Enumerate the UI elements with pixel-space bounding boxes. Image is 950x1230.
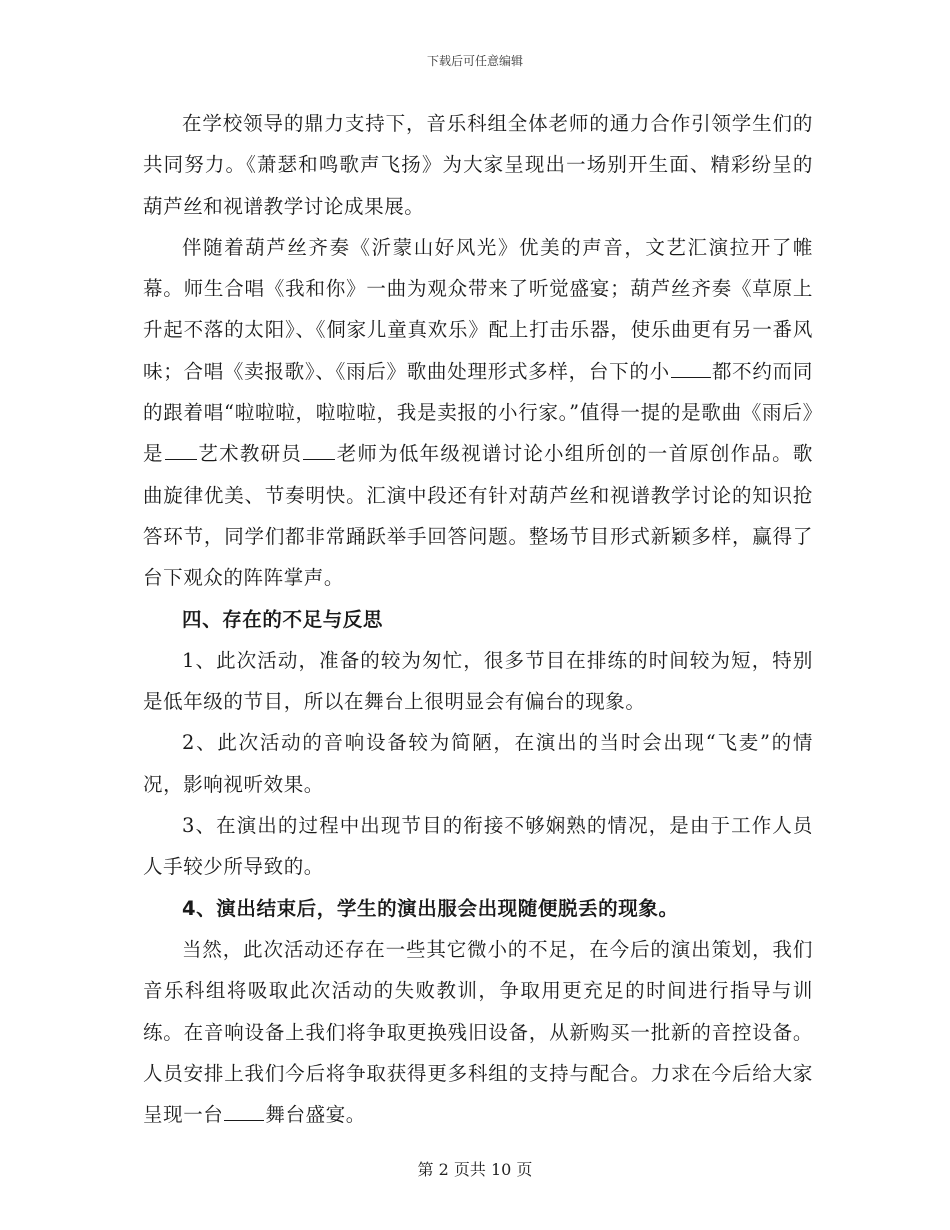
document-body (143, 103, 813, 1135)
paragraph-performance-part-b: 都不约而同的跟着唱“啦啦啦，啦啦啦，我是卖报的小行家。”值得一提的是歌曲《雨后》是 (143, 359, 813, 466)
fill-blank (224, 1101, 264, 1122)
paragraph-performance-part-a: 伴随着葫芦丝齐奏《沂蒙山好风光》优美的声音，文艺汇演拉开了帷幕。师生合唱《我和你》一曲为观众带来了听觉盛宴；葫芦丝齐奏《草原上升起不落的太阳》、《侗家儿童真欢乐》配上打击乐器，使乐曲更有另一番风味；合唱《卖报歌》、《雨后》歌曲处理形式多样，台下的小 (143, 235, 813, 383)
list-item-1: 1、此次活动，准备的较为匆忙，很多节目在排练的时间较为短，特别是低年级的节目，所以在舞台上很明显会有偏台的现象。 (143, 648, 813, 714)
paragraph-conclusion-part-b: 舞台盛宴。 (265, 1103, 366, 1127)
list-item-2: 2、此次活动的音响设备较为简陋，在演出的当时会出现“飞麦”的情况，影响视听效果。 (143, 731, 813, 796)
paragraph-performance (143, 227, 813, 599)
list-item-3: 3、在演出的过程中出现节目的衔接不够娴熟的情况，是由于工作人员人手较少所导致的。 (143, 814, 813, 879)
paragraph-conclusion (143, 929, 813, 1135)
paragraph-conclusion-part-a: 当然，此次活动还存在一些其它微小的不足，在今后的演出策划，我们音乐科组将吸取此次活动的失败教训，争取用更充足的时间进行指导与训练。在音响设备上我们将争取更换残旧设备，从新购买一批新的音控设备。人员安排上我们今后将争取获得更多科组的支持与配合。力求在今后给大家呈现一台 (143, 937, 813, 1127)
paragraph-performance-part-d: 老师为低年级视谱讨论小组所创的一首原创作品。歌曲旋律优美、节奏明快。汇演中段还有针对葫芦丝和视谱教学讨论的知识抢答环节，同学们都非常踊跃举手回答问题。整场节目形式新颖多样，赢得了台下观众的阵阵掌声。 (143, 442, 813, 590)
page-header-note: 下载后可任意编辑 (426, 54, 523, 68)
fill-blank (671, 357, 711, 378)
list-item-4: 4、演出结束后，学生的演出服会出现随便脱丢的现象。 (182, 896, 679, 920)
paragraph-performance-part-c: 艺术教研员 (197, 442, 303, 466)
section-heading-shortcomings: 四、存在的不足与反思 (182, 607, 384, 631)
fill-blank (303, 440, 335, 461)
page-number: 第 2 页共 10 页 (417, 1160, 533, 1179)
fill-blank (165, 440, 197, 461)
paragraph-intro: 在学校领导的鼎力支持下，音乐科组全体老师的通力合作引领学生们的共同努力。《萧瑟和鸣歌声飞扬》为大家呈现出一场别开生面、精彩纷呈的葫芦丝和视谱教学讨论成果展。 (143, 112, 813, 218)
